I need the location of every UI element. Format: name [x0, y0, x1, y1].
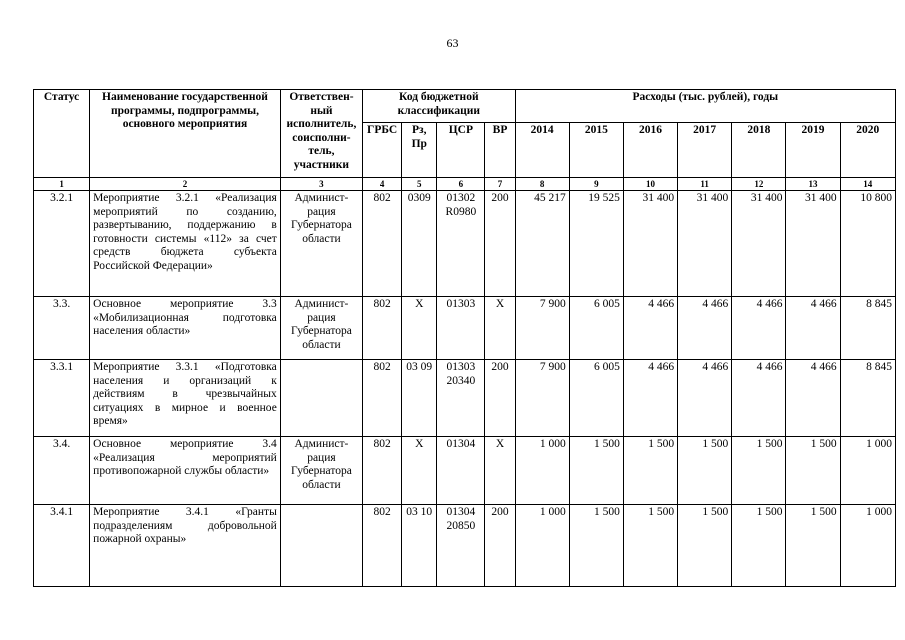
- header-year: 2016: [623, 123, 677, 178]
- row-grbs: 802: [363, 191, 402, 297]
- row-vr: Х: [485, 437, 515, 505]
- column-number: 1: [34, 178, 90, 191]
- row-value-2017: 1 500: [678, 437, 732, 505]
- row-value-2020: 8 845: [840, 360, 895, 437]
- row-value-2016: 4 466: [623, 297, 677, 360]
- row-csr: 01304 20850: [437, 505, 485, 587]
- row-value-2016: 31 400: [623, 191, 677, 297]
- row-value-2014: 1 000: [515, 505, 569, 587]
- row-value-2014: 1 000: [515, 437, 569, 505]
- row-name: Мероприятие 3.3.1 «Подготовка населения и организаций к действиям в чрезвычайных ситуациях в мирное и военное время»: [90, 360, 281, 437]
- row-status: 3.2.1: [34, 191, 90, 297]
- row-value-2017: 1 500: [678, 505, 732, 587]
- row-csr: 01302 R0980: [437, 191, 485, 297]
- row-value-2016: 4 466: [623, 360, 677, 437]
- row-grbs: 802: [363, 505, 402, 587]
- header-executor: Ответствен-ный исполнитель, соисполни-тель, участники: [280, 90, 362, 178]
- table-row: [34, 360, 896, 437]
- header-csr: ЦСР: [437, 123, 485, 178]
- row-value-2019: 4 466: [786, 297, 840, 360]
- row-value-2015: 6 005: [569, 297, 623, 360]
- column-number: 9: [569, 178, 623, 191]
- header-year: 2019: [786, 123, 840, 178]
- row-value-2017: 4 466: [678, 297, 732, 360]
- row-value-2020: 10 800: [840, 191, 895, 297]
- row-value-2019: 1 500: [786, 437, 840, 505]
- table-row: [34, 437, 896, 505]
- header-grbs: ГРБС: [363, 123, 402, 178]
- header-status: Статус: [34, 90, 90, 178]
- row-name: Мероприятие 3.2.1 «Реализация мероприятий по созданию, развертыванию, поддержанию в готовности системы «112» за счет средств бюджета субъекта Российской Федерации»: [90, 191, 281, 297]
- column-number: 14: [840, 178, 895, 191]
- row-csr: 01304: [437, 437, 485, 505]
- header-vr: ВР: [485, 123, 515, 178]
- table-row: [34, 297, 896, 360]
- column-number: 12: [732, 178, 786, 191]
- row-grbs: 802: [363, 297, 402, 360]
- row-executor: [280, 360, 362, 437]
- column-number-row: [34, 178, 896, 191]
- table-row: [34, 191, 896, 297]
- column-number: 7: [485, 178, 515, 191]
- page-number: 63: [446, 36, 459, 50]
- row-rz-pr: Х: [402, 297, 437, 360]
- table-row: [34, 505, 896, 587]
- column-number: 13: [786, 178, 840, 191]
- column-number: 10: [623, 178, 677, 191]
- row-rz-pr: Х: [402, 437, 437, 505]
- row-value-2018: 1 500: [732, 437, 786, 505]
- row-status: 3.3.: [34, 297, 90, 360]
- header-year: 2015: [569, 123, 623, 178]
- row-name: Основное мероприятие 3.3 «Мобилизационная подготовка населения области»: [90, 297, 281, 360]
- row-value-2015: 6 005: [569, 360, 623, 437]
- row-value-2019: 4 466: [786, 360, 840, 437]
- row-rz-pr: 03 10: [402, 505, 437, 587]
- column-number: 8: [515, 178, 569, 191]
- row-value-2020: 1 000: [840, 437, 895, 505]
- row-rz-pr: 03 09: [402, 360, 437, 437]
- header-year: 2018: [732, 123, 786, 178]
- column-number: 2: [90, 178, 281, 191]
- header-year: 2020: [840, 123, 895, 178]
- header-name: Наименование государственной программы, подпрограммы, основного мероприятия: [90, 90, 281, 178]
- row-value-2014: 7 900: [515, 360, 569, 437]
- row-value-2016: 1 500: [623, 437, 677, 505]
- header-year: 2017: [678, 123, 732, 178]
- row-value-2019: 1 500: [786, 505, 840, 587]
- row-value-2019: 31 400: [786, 191, 840, 297]
- row-value-2015: 19 525: [569, 191, 623, 297]
- header-budget-code: Код бюджетной классификации: [363, 90, 516, 123]
- row-value-2018: 1 500: [732, 505, 786, 587]
- row-value-2016: 1 500: [623, 505, 677, 587]
- row-value-2018: 4 466: [732, 360, 786, 437]
- row-rz-pr: 0309: [402, 191, 437, 297]
- budget-table: [33, 89, 896, 587]
- row-vr: 200: [485, 191, 515, 297]
- row-status: 3.4.: [34, 437, 90, 505]
- row-value-2018: 4 466: [732, 297, 786, 360]
- row-name: Мероприятие 3.4.1 «Гранты подразделениям добровольной пожарной охраны»: [90, 505, 281, 587]
- header-rz-pr: Рз, Пр: [402, 123, 437, 178]
- column-number: 11: [678, 178, 732, 191]
- row-value-2015: 1 500: [569, 437, 623, 505]
- row-vr: 200: [485, 505, 515, 587]
- row-value-2015: 1 500: [569, 505, 623, 587]
- row-executor: [280, 505, 362, 587]
- row-executor: Админист-рация Губернатора области: [280, 191, 362, 297]
- header-year: 2014: [515, 123, 569, 178]
- column-number: 6: [437, 178, 485, 191]
- column-number: 5: [402, 178, 437, 191]
- row-csr: 01303 20340: [437, 360, 485, 437]
- row-grbs: 802: [363, 360, 402, 437]
- row-value-2020: 1 000: [840, 505, 895, 587]
- row-vr: Х: [485, 297, 515, 360]
- column-number: 4: [363, 178, 402, 191]
- row-value-2017: 31 400: [678, 191, 732, 297]
- row-status: 3.4.1: [34, 505, 90, 587]
- header-row-1: [34, 90, 896, 123]
- row-status: 3.3.1: [34, 360, 90, 437]
- row-csr: 01303: [437, 297, 485, 360]
- row-executor: Админист-рация Губернатора области: [280, 297, 362, 360]
- row-value-2018: 31 400: [732, 191, 786, 297]
- row-value-2017: 4 466: [678, 360, 732, 437]
- row-value-2014: 7 900: [515, 297, 569, 360]
- row-value-2014: 45 217: [515, 191, 569, 297]
- row-value-2020: 8 845: [840, 297, 895, 360]
- row-grbs: 802: [363, 437, 402, 505]
- row-name: Основное мероприятие 3.4 «Реализация мероприятий противопожарной службы области»: [90, 437, 281, 505]
- row-executor: Админист-рация Губернатора области: [280, 437, 362, 505]
- column-number: 3: [280, 178, 362, 191]
- header-expenses: Расходы (тыс. рублей), годы: [515, 90, 895, 123]
- row-vr: 200: [485, 360, 515, 437]
